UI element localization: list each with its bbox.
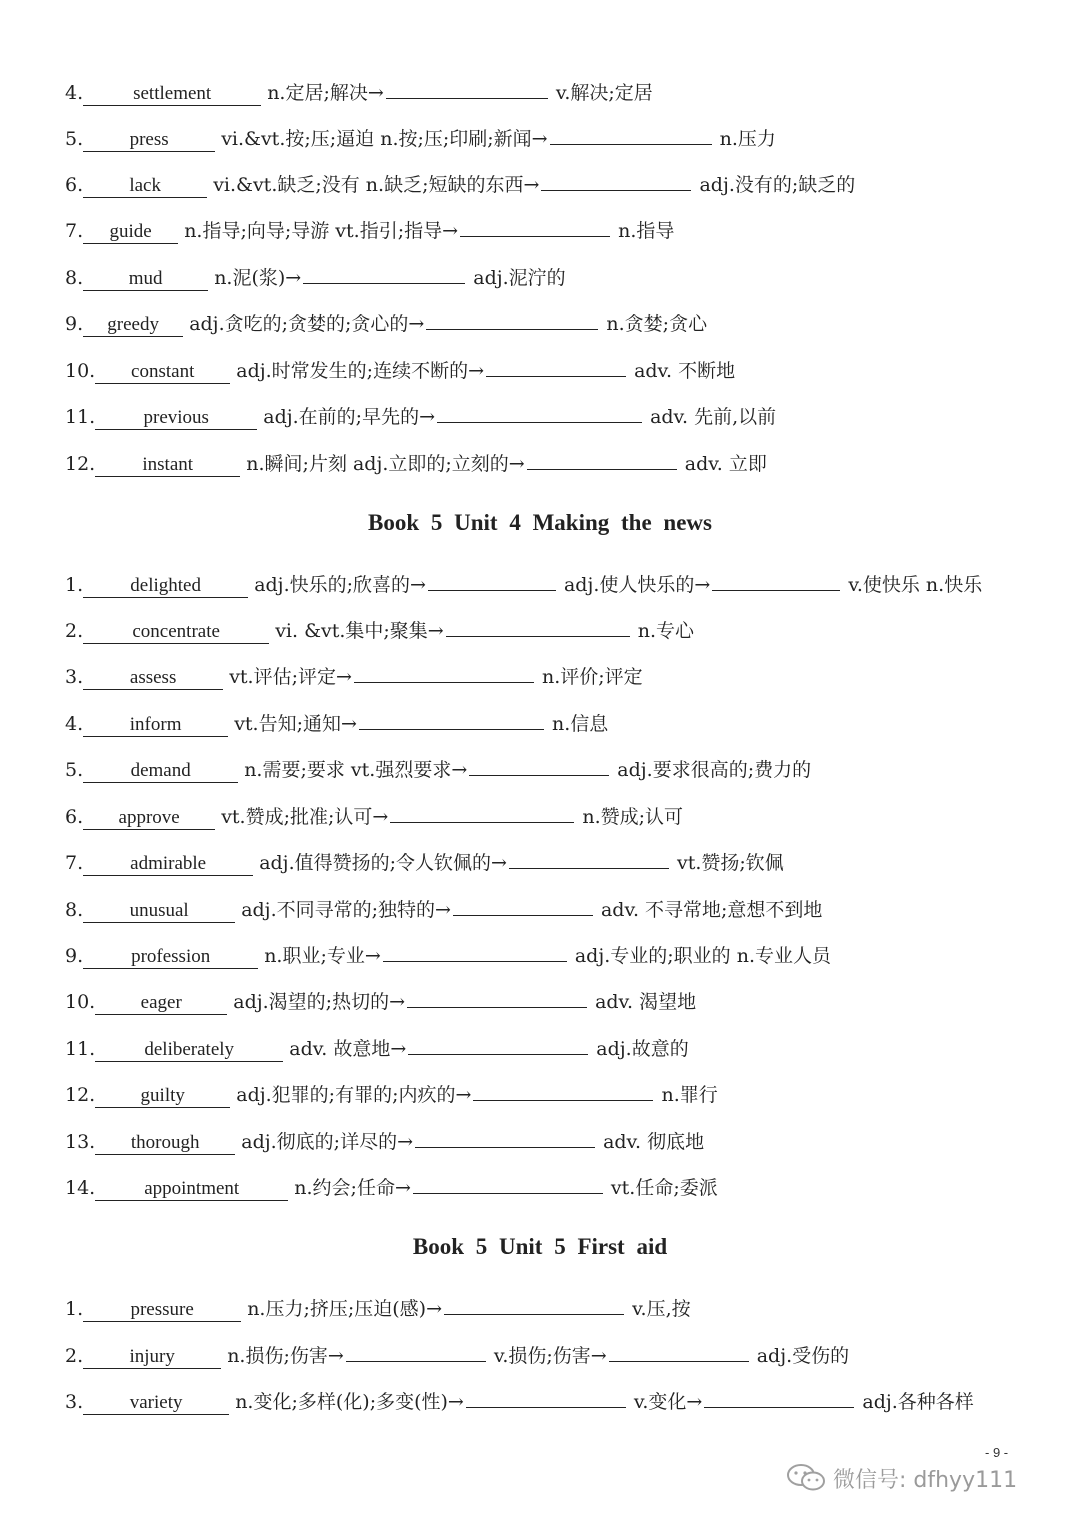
answer-word: thorough bbox=[95, 1130, 235, 1155]
list-item: 2. concentrate vi. &vt.集中;聚集→ n.专心 bbox=[65, 616, 1040, 645]
list-item: 14. appointment n.约会;任命→ vt.任命;委派 bbox=[65, 1173, 1040, 1202]
list-item: 8. unusual adj.不同寻常的;独特的→ adv. 不寻常地;意想不到地 bbox=[65, 895, 1040, 924]
list-item: 2. injury n.损伤;伤害→ v.损伤;伤害→ adj.受伤的 bbox=[65, 1341, 1040, 1370]
list-item: 9. greedy adj.贪吃的;贪婪的;贪心的→ n.贪婪;贪心 bbox=[65, 309, 1040, 338]
list-item: 12. instant n.瞬间;片刻 adj.立即的;立刻的→ adv. 立即 bbox=[65, 449, 1040, 478]
answer-word: admirable bbox=[83, 851, 253, 876]
mid-definition: v.变化→ bbox=[633, 1391, 703, 1413]
target-meaning: adj.受伤的 bbox=[756, 1345, 850, 1367]
target-meaning: adv. 先前,以前 bbox=[650, 406, 777, 428]
answer-word: pressure bbox=[83, 1297, 241, 1322]
answer-blank[interactable] bbox=[527, 449, 677, 470]
list-item: 8. mud n.泥(浆)→ adj.泥泞的 bbox=[65, 263, 1040, 292]
target-meaning: n.专心 bbox=[637, 620, 695, 642]
list-item: 4. settlement n.定居;解决→ v.解决;定居 bbox=[65, 78, 1040, 107]
definition: n.需要;要求 vt.强烈要求→ bbox=[244, 759, 468, 781]
list-item: 10. constant adj.时常发生的;连续不断的→ adv. 不断地 bbox=[65, 356, 1040, 385]
definition: vi.&vt.缺乏;没有 n.缺乏;短缺的东西→ bbox=[213, 174, 540, 196]
answer-blank[interactable] bbox=[469, 755, 609, 776]
list-item: 5. press vi.&vt.按;压;逼迫 n.按;压;印刷;新闻→ n.压力 bbox=[65, 124, 1040, 153]
list-item: 7. guide n.指导;向导;导游 vt.指引;指导→ n.指导 bbox=[65, 216, 1040, 245]
target-meaning: vt.任命;委派 bbox=[610, 1177, 718, 1199]
list-item: 5. demand n.需要;要求 vt.强烈要求→ adj.要求很高的;费力的 bbox=[65, 755, 1040, 784]
answer-word: appointment bbox=[95, 1176, 288, 1201]
target-meaning: n.指导 bbox=[618, 220, 675, 242]
answer-word: instant bbox=[95, 452, 240, 477]
answer-word: demand bbox=[83, 758, 238, 783]
definition: adj.值得赞扬的;令人钦佩的→ bbox=[259, 852, 507, 874]
section-heading: Book 5 Unit 4 Making the news bbox=[368, 510, 712, 535]
list-item: 9. profession n.职业;专业→ adj.专业的;职业的 n.专业人员 bbox=[65, 941, 1040, 970]
definition: adv. 故意地→ bbox=[289, 1038, 407, 1060]
list-item: 13. thorough adj.彻底的;详尽的→ adv. 彻底地 bbox=[65, 1127, 1040, 1156]
definition: n.定居;解决→ bbox=[267, 82, 384, 104]
list-item: 1. delighted adj.快乐的;欣喜的→ adj.使人快乐的→ v.使快乐 n.快乐 bbox=[65, 570, 1040, 599]
list-item: 6. lack vi.&vt.缺乏;没有 n.缺乏;短缺的东西→ adj.没有的;缺乏的 bbox=[65, 170, 1040, 199]
answer-blank[interactable] bbox=[444, 1294, 624, 1315]
answer-blank[interactable] bbox=[609, 1341, 749, 1362]
target-meaning: adj.泥泞的 bbox=[473, 267, 566, 289]
target-meaning: adv. 不寻常地;意想不到地 bbox=[600, 899, 823, 921]
answer-blank[interactable] bbox=[359, 709, 544, 730]
target-meaning: adv. 渴望地 bbox=[595, 991, 697, 1013]
answer-word: injury bbox=[83, 1344, 221, 1369]
definition: n.损伤;伤害→ bbox=[227, 1345, 344, 1367]
definition: adj.渴望的;热切的→ bbox=[233, 991, 406, 1013]
section-heading: Book 5 Unit 5 First aid bbox=[412, 1234, 668, 1259]
list-item: 1. pressure n.压力;挤压;压迫(感)→ v.压,按 bbox=[65, 1294, 1040, 1323]
mid-definition: v.损伤;伤害→ bbox=[493, 1345, 607, 1367]
definition: n.瞬间;片刻 adj.立即的;立刻的→ bbox=[246, 453, 525, 475]
answer-word: mud bbox=[83, 266, 208, 291]
answer-word: unusual bbox=[83, 898, 235, 923]
list-item: 3. variety n.变化;多样(化);多变(性)→ v.变化→ adj.各种各样 bbox=[65, 1387, 1040, 1416]
target-meaning: n.罪行 bbox=[661, 1084, 718, 1106]
target-meaning: n.赞成;认可 bbox=[582, 806, 684, 828]
list-item: 6. approve vt.赞成;批准;认可→ n.赞成;认可 bbox=[65, 802, 1040, 831]
list-item: 11. previous adj.在前的;早先的→ adv. 先前,以前 bbox=[65, 402, 1040, 431]
wechat-icon bbox=[785, 1462, 829, 1494]
answer-blank[interactable] bbox=[413, 1173, 603, 1194]
target-meaning: n.评价;评定 bbox=[541, 666, 643, 688]
definition: n.泥(浆)→ bbox=[214, 267, 302, 289]
answer-blank[interactable] bbox=[346, 1341, 486, 1362]
target-meaning: n.压力 bbox=[719, 128, 776, 150]
answer-blank[interactable] bbox=[550, 124, 712, 145]
page-number: - 9 - bbox=[985, 1445, 1009, 1460]
answer-blank[interactable] bbox=[437, 402, 642, 423]
answer-word: previous bbox=[95, 405, 257, 430]
definition: adj.时常发生的;连续不断的→ bbox=[236, 360, 485, 382]
target-meaning: v.使快乐 n.快乐 bbox=[848, 574, 983, 596]
definition: vi. &vt.集中;聚集→ bbox=[275, 620, 444, 642]
target-meaning: v.解决;定居 bbox=[555, 82, 653, 104]
target-meaning: adj.没有的;缺乏的 bbox=[699, 174, 856, 196]
watermark-text: 微信号: dfhyy111 bbox=[833, 1467, 1018, 1493]
answer-word: guilty bbox=[95, 1083, 230, 1108]
target-meaning: n.贪婪;贪心 bbox=[606, 313, 708, 335]
list-item: 10. eager adj.渴望的;热切的→ adv. 渴望地 bbox=[65, 987, 1040, 1016]
definition: adj.贪吃的;贪婪的;贪心的→ bbox=[189, 313, 425, 335]
list-item: 3. assess vt.评估;评定→ n.评价;评定 bbox=[65, 662, 1040, 691]
answer-blank[interactable] bbox=[407, 987, 587, 1008]
answer-blank[interactable] bbox=[712, 570, 840, 591]
answer-blank[interactable] bbox=[383, 941, 567, 962]
answer-blank[interactable] bbox=[426, 309, 598, 330]
definition: vt.赞成;批准;认可→ bbox=[221, 806, 389, 828]
target-meaning: adj.故意的 bbox=[596, 1038, 689, 1060]
definition: vt.告知;通知→ bbox=[234, 713, 357, 735]
target-meaning: v.压,按 bbox=[632, 1298, 691, 1320]
answer-blank[interactable] bbox=[460, 216, 610, 237]
answer-blank[interactable] bbox=[390, 802, 574, 823]
answer-word: assess bbox=[83, 665, 223, 690]
target-meaning: adv. 不断地 bbox=[634, 360, 736, 382]
answer-word: press bbox=[83, 127, 215, 152]
mid-definition: adj.使人快乐的→ bbox=[563, 574, 711, 596]
definition: n.指导;向导;导游 vt.指引;指导→ bbox=[184, 220, 459, 242]
answer-blank[interactable] bbox=[509, 848, 669, 869]
answer-word: profession bbox=[83, 944, 258, 969]
target-meaning: vt.赞扬;钦佩 bbox=[676, 852, 784, 874]
answer-word: lack bbox=[83, 173, 207, 198]
definition: adj.快乐的;欣喜的→ bbox=[254, 574, 426, 596]
definition: adj.犯罪的;有罪的;内疚的→ bbox=[236, 1084, 472, 1106]
answer-word: concentrate bbox=[83, 619, 269, 644]
answer-word: constant bbox=[95, 359, 230, 384]
answer-blank[interactable] bbox=[473, 1080, 653, 1101]
answer-blank[interactable] bbox=[486, 356, 626, 377]
target-meaning: adj.要求很高的;费力的 bbox=[617, 759, 812, 781]
answer-word: approve bbox=[83, 805, 215, 830]
answer-blank[interactable] bbox=[466, 1387, 626, 1408]
answer-blank[interactable] bbox=[428, 570, 556, 591]
list-item: 11. deliberately adv. 故意地→ adj.故意的 bbox=[65, 1034, 1040, 1063]
answer-blank[interactable] bbox=[415, 1127, 595, 1148]
list-item: 7. admirable adj.值得赞扬的;令人钦佩的→ vt.赞扬;钦佩 bbox=[65, 848, 1040, 877]
answer-word: inform bbox=[83, 712, 228, 737]
definition: n.变化;多样(化);多变(性)→ bbox=[235, 1391, 464, 1413]
definition: n.约会;任命→ bbox=[294, 1177, 411, 1199]
answer-word: delighted bbox=[83, 573, 248, 598]
target-meaning: adj.各种各样 bbox=[862, 1391, 974, 1413]
answer-blank[interactable] bbox=[453, 895, 593, 916]
answer-word: deliberately bbox=[95, 1037, 283, 1062]
target-meaning: n.信息 bbox=[551, 713, 609, 735]
target-meaning: adv. 彻底地 bbox=[603, 1131, 705, 1153]
answer-word: eager bbox=[95, 990, 227, 1015]
answer-word: guide bbox=[83, 219, 178, 244]
answer-blank[interactable] bbox=[541, 170, 691, 191]
watermark bbox=[785, 1462, 1017, 1494]
definition: n.压力;挤压;压迫(感)→ bbox=[247, 1298, 443, 1320]
list-item: 4. inform vt.告知;通知→ n.信息 bbox=[65, 709, 1040, 738]
answer-blank[interactable] bbox=[408, 1034, 588, 1055]
answer-blank[interactable] bbox=[446, 616, 630, 637]
answer-blank[interactable] bbox=[386, 78, 548, 99]
answer-blank[interactable] bbox=[704, 1387, 854, 1408]
answer-blank[interactable] bbox=[354, 662, 534, 683]
definition: n.职业;专业→ bbox=[264, 945, 381, 967]
target-meaning: adv. 立即 bbox=[684, 453, 767, 475]
definition: adj.彻底的;详尽的→ bbox=[241, 1131, 414, 1153]
definition: vi.&vt.按;压;逼迫 n.按;压;印刷;新闻→ bbox=[221, 128, 548, 150]
answer-word: settlement bbox=[83, 81, 261, 106]
target-meaning: adj.专业的;职业的 n.专业人员 bbox=[574, 945, 831, 967]
answer-word: greedy bbox=[83, 312, 183, 337]
definition: adj.在前的;早先的→ bbox=[263, 406, 436, 428]
definition: adj.不同寻常的;独特的→ bbox=[241, 899, 451, 921]
definition: vt.评估;评定→ bbox=[229, 666, 352, 688]
answer-word: variety bbox=[83, 1390, 229, 1415]
answer-blank[interactable] bbox=[303, 263, 465, 284]
list-item: 12. guilty adj.犯罪的;有罪的;内疚的→ n.罪行 bbox=[65, 1080, 1040, 1109]
